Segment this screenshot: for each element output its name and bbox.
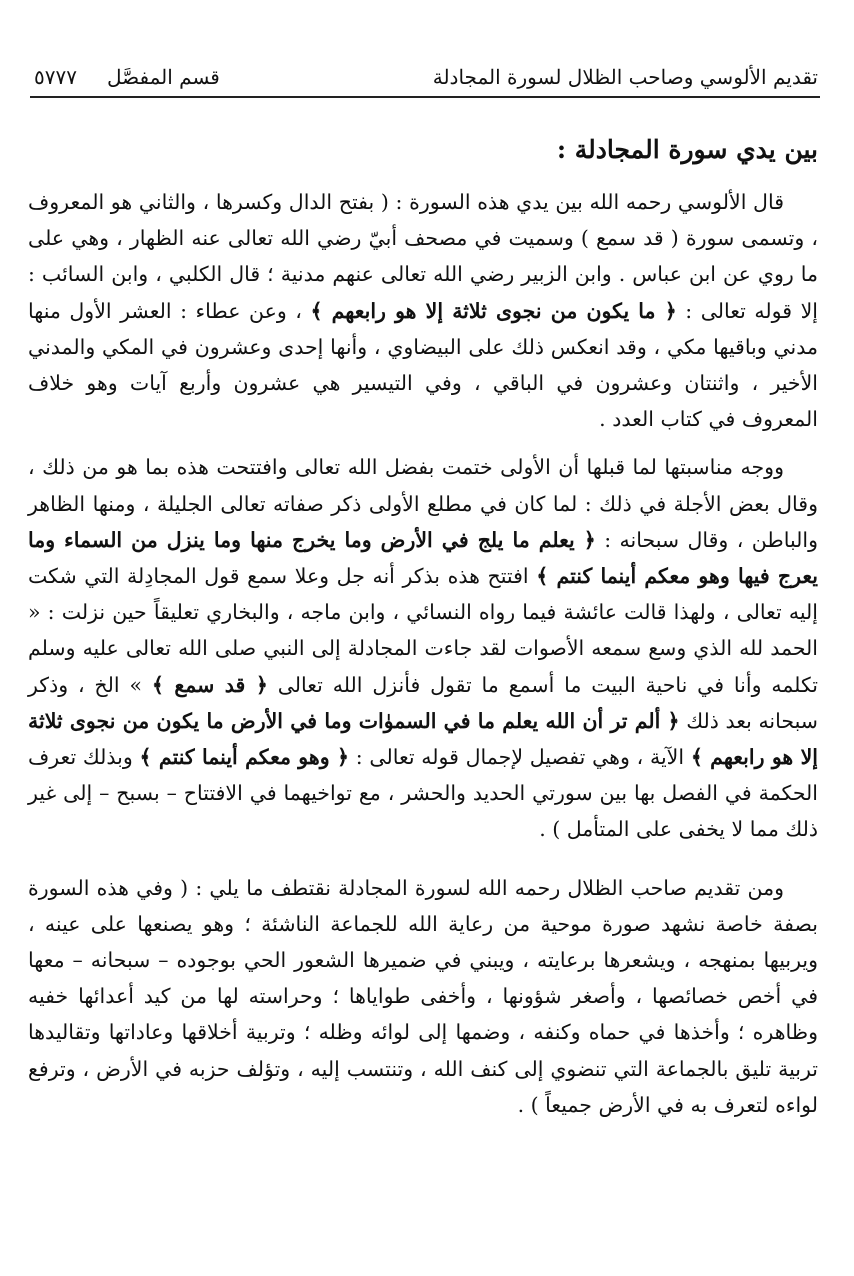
page-number: ٥٧٧٧ [34,65,77,89]
text-run: وبذلك تعرف الحكمة في الفصل بها بين سورتي الحديد والحشر ، مع تواخيهما في الافتتاح – بسبح – إلى غير ذلك مما لا يخفى على المتأمل ) . [28,745,818,842]
text-run: قال الألوسي رحمه الله بين يدي هذه السورة : ( بفتح الدال وكسرها ، والثاني هو المعروف ، وتسمى سورة ( قد سمع ) وسميت في مصحف أبيّ رضي الله تعالى عنه الظهار ، وهي على ما روي عن ابن عباس . وابن الزبير رضي الله تعالى عنهم مدنية ؛ قال الكلبي ، وابن السائب : إلا قوله تعالى : [28,190,818,323]
text-run: » الخ ، وذكر سبحانه بعد ذلك [28,672,818,733]
header-divider [30,96,820,98]
text-run: افتتح هذه بذكر أنه جل وعلا سمع قول المجادِلة التي شكت إليه تعالى ، ولهذا قالت عائشة فيما رواه النسائي ، وابن ماجه ، والبخاري تعليقاً حين نزلت : « الحمد لله الذي وسع سمعه الأصوات لقد جاءت المجادلة إلى النبي صلى الله تعالى عليه وسلم تكلمه وأنا في ناحية البيت ما أسمع ما تقول فأنزل الله تعالى [28,564,818,697]
text-run: ، وعن عطاء : العشر الأول منها مدني وباقيها مكي ، وقد انعكس ذلك على البيضاوي ، وأنها إحدى وعشرون في المكي والمدني الأخير ، واثنتان وعشرون في الباقي ، وفي التيسير هي عشرون وأربع آيات وهو خلاف المعروف في كتاب العدد . [28,298,818,432]
header-title: تقديم الألوسي وصاحب الظلال لسورة المجادلة [432,65,818,89]
quran-quote: ﴿ وهو معكم أينما كنتم ﴾ [139,745,349,770]
running-header [34,60,818,94]
quran-quote: ﴿ ما يكون من نجوى ثلاثة إلا هو رابعهم ﴾ [310,298,677,323]
text-run: ووجه مناسبتها لما قبلها أن الأولى ختمت بفضل الله تعالى وافتتحت هذه بما هو من ذلك ، وقال بعض الأجلة في ذلك : لما كان في مطلع الأولى ذكر صفاته تعالى الجليلة ، ومنها الظاهر والباطن ، وقال سبحانه : [28,455,818,552]
header-section: قسم المفصَّل [106,65,220,89]
quran-quote: ﴿ قد سمع ﴾ [151,672,268,697]
text-run: ومن تقديم صاحب الظلال رحمه الله لسورة المجادلة نقتطف ما يلي : ( وفي هذه السورة بصفة خاصة نشهد صورة موحية من رعاية الله للجماعة الناشئة ؛ وهو يصنعها على عينه ، ويربيها بمنهجه ، ويشعرها برعايته ، ويبني في ضميرها الشعور الحي بوجوده – سبحانه – معها في أخص خصائصها ، وأصغر شؤونها ، وأخفى طواياها ؛ وحراسته لها من كيد أعدائها خفيه وظاهره ؛ وأخذها في حماه وكنفه ، وضمها إلى لوائه وظله ؛ وتربية أخلاقها وعاداتها وتقاليدها تربية تليق بالجماعة التي تنضوي إلى كنف الله ، وتنتسب إليه ، وتؤلف حزبه في الأرض ، وترفع لواءه لتعرف به في الأرض جميعاً ) . [28,875,818,1117]
section-heading: بين يدي سورة المجادلة : [556,135,818,164]
paragraph-zilal-intro [28,870,818,1123]
text-run: الآية ، وهي تفصيل لإجمال قوله تعالى : [355,745,685,770]
paragraph-munasaba [28,449,818,847]
paragraph-alusi-intro [28,184,818,437]
quran-quote: ﴿ ألم تر أن الله يعلم ما في السموٰات وما في الأرض ما يكون من نجوى ثلاثة إلا هو رابعهم ﴾ [28,708,818,770]
body-text [28,184,818,1135]
quran-quote: ﴿ يعلم ما يلج في الأرض وما يخرج منها وما ينزل من السماء وما يعرج فيها وهو معكم أينما كنتم ﴾ [28,527,818,589]
